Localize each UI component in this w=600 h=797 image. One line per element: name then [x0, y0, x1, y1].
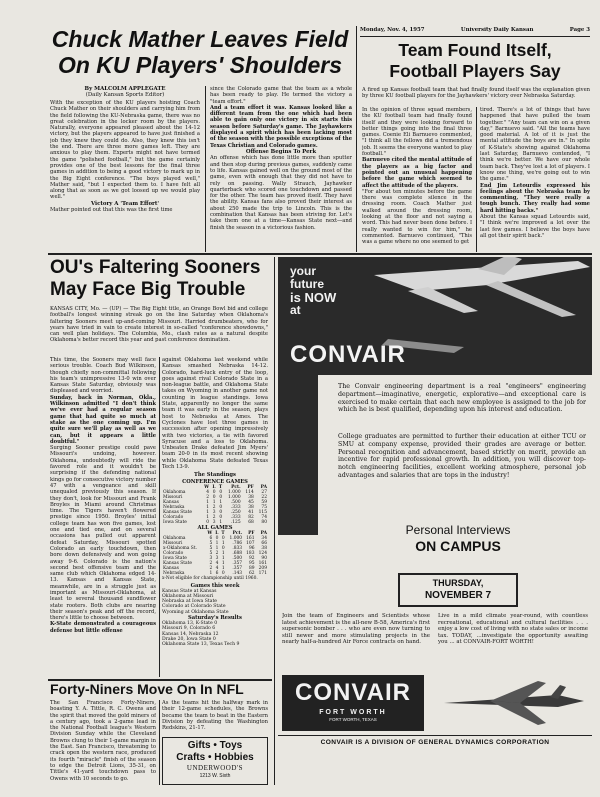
- table-cell: 1: [209, 571, 213, 577]
- table-header-cell: T: [218, 484, 223, 490]
- table-cell: 2: [209, 566, 213, 572]
- table-header-cell: T: [221, 531, 225, 537]
- table-cell: .500: [230, 499, 241, 505]
- convair-logo: CONVAIR FORT WORTH FORT WORTH, TEXAS: [282, 675, 424, 731]
- table-cell: 92: [248, 556, 255, 562]
- table-cell: 1: [221, 556, 225, 562]
- table-cell: 0: [206, 519, 210, 525]
- table-cell: 75: [261, 504, 267, 510]
- table-cell: 1: [206, 504, 210, 510]
- table-cell: 1.000: [228, 494, 241, 500]
- convair-body-1: The Convair engineering department is a real "engineers" engineering department—imaginative, energetic, explorative—and exceptional care is exercised to make certain that each new employee is assigned to the job for which he is best qualified, depending upon his interest and education.: [338, 383, 586, 414]
- table-cell: Iowa State: [163, 556, 187, 562]
- convair-col-a: Join the team of Engineers and Scientists whose latest achievement is the all-new B-58, America's first supersonic bomber . . . who are even now turning to still newer and more stimulating projects in the nearly half-a-hundred Air Force contracts on hand.: [282, 613, 430, 646]
- convair-ad: [278, 257, 592, 787]
- list-item: Oklahoma at Missouri: [162, 594, 214, 600]
- table-cell: 1: [212, 499, 216, 505]
- table-cell: 34: [261, 536, 267, 542]
- all-games-title: ALL GAMES: [197, 524, 233, 531]
- list-item: Oklahoma State 13, Texas Tech 9: [162, 641, 240, 647]
- table-cell: 107: [246, 541, 255, 547]
- table-cell: 27: [261, 489, 267, 495]
- table-cell: Colorado: [163, 514, 184, 520]
- list-item: Oklahoma 13, K-State 0: [162, 621, 218, 627]
- table-cell: 209: [258, 566, 267, 572]
- headline-line-2: On KU Players' Shoulders: [57, 52, 343, 78]
- table-cell: 1: [215, 541, 219, 547]
- table-cell: 62: [248, 571, 255, 577]
- convair-brand-large: CONVAIR: [290, 341, 406, 368]
- table-cell: 38: [261, 546, 267, 552]
- table-cell: .143: [232, 571, 243, 577]
- convair-col-b: Live in a mild climate year-round, with countless recreational, educational and cultural facilities . . . enjoy a low cost of living with no state sales or income tax. TODAY, ...investigate the opportunity awaiting you ... at CONVAIR-FORT WORTH!: [438, 613, 588, 646]
- list-item: Kansas 14, Nebraska 12: [162, 631, 219, 637]
- saturday-title: Saturday's Results: [188, 614, 242, 621]
- table-cell: 3: [209, 556, 213, 562]
- table-cell: 183: [246, 551, 255, 557]
- table-cell: .500: [232, 556, 243, 562]
- table-cell: 0: [219, 504, 223, 510]
- subhead-offense: Offense Begins To Perk: [245, 148, 317, 155]
- table-cell: 2: [209, 561, 213, 567]
- list-item: Missouri 9, Colorado 6: [162, 626, 216, 632]
- table-cell: 0: [219, 494, 223, 500]
- list-item: Drake 20, Iowa State 0: [162, 636, 216, 642]
- table-cell: 96: [248, 546, 255, 552]
- story-ou-col1: This time, the Sooners may well face serious trouble. Coach Bud Wilkinson, though chiefly non-committal following his team's unimpressive 13-0 win over Kansas State Saturday, obviously was displeased and worried. Sunday, back in Norman, Okla., Wilkinson admitted "I don't think we've ever had a regular season game that had quite so much at stake as the one coming up. I'm quite sure we'll play as well as we can, but it appears a little doubtful." Surging Sooner prestige could pave Missouri's undoing, however. Oklahoma, undoubtedly will ride the favored role and it wouldn't be surprising if the defending national kings go for consecutive victory number 47 with a vengeance and skill unequaled previously this season. If they don't, look for Missouri and Frank Broyles in Miami around Christmas time. The Tigers haven't flowered prestige since 1950. Broyles' initial college team has won five games, lost one and tied one, and on several occasions has pulled out apparent defeat Saturday, Missouri spotted Colorado an early touchdown, then bore down defensively and won going away 9-6. Colorado is the nation's second best offensive team and the same club which Oklahoma edged 14-13. Kansas and Kansas State, meanwhile, are in a struggle just as important as Missouri-Oklahoma, at least to several thousand sundflower state rooters. Both clubs are nearing their season's peak and off the record, there's little to choose between. K-State demonstrated a courageous defense but little offense: [50, 357, 156, 634]
- table-cell: Kansas: [163, 566, 179, 572]
- story-mather-headline: [50, 26, 350, 86]
- list-item: Kansas State at Kansas: [162, 588, 217, 594]
- conference-table: [162, 485, 268, 525]
- table-cell: 45: [248, 499, 254, 505]
- table-cell: .125: [230, 519, 241, 525]
- table-cell: 1: [219, 519, 223, 525]
- convair-footer: CONVAIR IS A DIVISION OF GENERAL DYNAMICS CORPORATION: [320, 739, 550, 746]
- standings-title: The Standings: [194, 472, 236, 479]
- table-cell: Kansas State: [163, 509, 192, 515]
- story-team-col1: In the opinion of three squad members, the KU football team had finally found itself and they were looking forward to better things going into the final three games. Coenie Eli Barnuevo commented, "I think all the fellows did a tremendous job. It seems the everyone wanted to play football." Barnuevo cited the mental attitude of the players as a big factor and pointed out an unusual happening before the game which seemed to affect the attitude of the players. "For about ten minutes before the game there was complete silence in the dressing room. Coach Mather just walked around the dressing room, looking at the floor and not saying a word. This had never been done before. I really wanted to win for him," he commented. Barnuevo continued, "This was a game where no one seemed to get: [362, 107, 472, 246]
- table-cell: 0: [219, 514, 223, 520]
- table-cell: 1: [206, 514, 210, 520]
- table-header-cell: Pct.: [232, 531, 243, 537]
- table-cell: 59: [261, 499, 267, 505]
- table-cell: 89: [248, 566, 255, 572]
- table-cell: 80: [261, 519, 267, 525]
- list-item: Colorado at Colorado State: [162, 604, 226, 610]
- headline-line-1: Chuck Mather Leaves Field: [51, 26, 349, 52]
- table-cell: 90: [261, 556, 267, 562]
- table-cell: 2: [206, 494, 210, 500]
- table-header-cell: W: [204, 484, 210, 490]
- convair-left-strip: [278, 375, 318, 535]
- table-cell: 4: [215, 561, 219, 567]
- story-mather-col2: since the Colorado game that the team as a whole has been ready to play. He termed the victory a "team effort." And a team effort it was. Kansas looked like a different team from the one which had been able to gain only one victory in six starts this season before Saturday's game. The Jayhawkers displayed a spirit which has been lacking most of the season with the possible exceptions of the Texas Christian and Colorado games. Offense Begins To Perk An offense which has done little more than sputter and then stop during previous games, suddenly came to life. Kansas gained well on the ground most of the game, even with enough that they did not have to rely on passing. Wally Strauch, Jayhawker quarterback who scored one touchdown and passed for the other. The team has proved itself. They have the ability. Kansas fans also proved their interest as about 250 made the trip to Lincoln. This is the combination that Kansas has been striving for. Let's take them one at a time—Kansas State next—and finish the season in a victorious fashion.: [210, 86, 352, 231]
- table-cell: Oklahoma: [163, 536, 186, 542]
- table-cell: 2: [212, 514, 216, 520]
- table-cell: 2: [212, 504, 216, 510]
- convair-body-2: College graduates are permitted to further their education at either TCU or SMU at company expense, provided their grades are average or better. Personal recognition and advancement, based strictly on merit, provide an incentive for rapid professional growth. In addition, you will discover top-notch engineering facilities, excellent working atmosphere, personal job advantages and salaries that are tops in the industry!: [338, 433, 586, 479]
- table-cell: 1.000: [228, 489, 241, 495]
- table-cell: 38: [248, 504, 254, 510]
- story-niners-headline: Forty-Niners Move On In NFL: [50, 681, 244, 697]
- table-cell: Nebraska: [163, 504, 185, 510]
- byline: By MALCOLM APPLEGATE (Daily Kansan Sports Editor): [84, 86, 166, 99]
- table-cell: .333: [230, 514, 241, 520]
- table-cell: x-Oklahoma St.: [163, 546, 197, 552]
- table-header-cell: L: [212, 484, 216, 490]
- table-cell: 1: [221, 541, 225, 547]
- convair-tagline: your future is NOW at: [290, 265, 337, 317]
- table-cell: 6: [215, 571, 219, 577]
- list-item: Wyoming at Oklahoma State: [162, 609, 229, 615]
- story-ou-lead: KANSAS CITY, Mo. — (UP) — The Big Eight title, an Orange Bowl bid and college football's longest winning streak go on the line Saturday when Oklahoma's faltering Sooners meet up-and-coming Missouri. Harried drumbeaters, who for years have tried in vain to create interest in so-called "conference showdowns," can well plan holidays. The Columbia, Mo., clash rates as a natural despite Oklahoma's better record this year and past conference domination.: [50, 306, 268, 344]
- table-cell: .786: [232, 541, 243, 547]
- table-cell: 95: [248, 561, 255, 567]
- table-cell: .833: [232, 546, 243, 552]
- table-cell: Missouri: [163, 494, 183, 500]
- table-header-cell: PA: [260, 531, 267, 537]
- table-cell: 0: [215, 536, 219, 542]
- table-cell: 0: [221, 571, 225, 577]
- table-header-cell: PF: [248, 531, 255, 537]
- table-cell: 0: [221, 536, 225, 542]
- table-cell: 1: [206, 499, 210, 505]
- table-cell: Missouri: [163, 541, 183, 547]
- table-cell: 5: [209, 551, 213, 557]
- table-cell: 124: [258, 551, 267, 557]
- footnote: x-Not eligible for championship until 1960.: [162, 576, 258, 582]
- table-cell: .357: [232, 561, 243, 567]
- table-cell: 22: [261, 494, 267, 500]
- table-cell: 161: [246, 536, 255, 542]
- table-cell: Kansas: [163, 499, 179, 505]
- table-cell: .250: [230, 509, 241, 515]
- table-cell: 1.000: [229, 536, 243, 542]
- table-cell: 0: [212, 494, 216, 500]
- table-cell: 1: [221, 551, 225, 557]
- interviews-heading: Personal Interviews ON CAMPUS: [405, 523, 511, 554]
- table-cell: 74: [261, 514, 267, 520]
- table-cell: 4: [215, 566, 219, 572]
- subhead-team-effort: Victory A 'Team Effort': [90, 200, 160, 207]
- table-cell: 4: [206, 489, 210, 495]
- table-cell: 115: [258, 509, 267, 515]
- saturday-list: [162, 621, 268, 647]
- header-paper: University Daily Kansan: [460, 27, 534, 33]
- interview-date-box: THURSDAY, NOVEMBER 7: [398, 573, 518, 607]
- table-cell: 1: [221, 561, 225, 567]
- table-cell: 5: [209, 541, 213, 547]
- table-cell: 66: [261, 541, 267, 547]
- list-item: Nebraska at Iowa State: [162, 599, 218, 605]
- bomber-illustration: [438, 675, 588, 731]
- table-cell: Colorado: [163, 551, 184, 557]
- table-cell: 82: [248, 514, 254, 520]
- table-cell: Nebraska: [163, 571, 185, 577]
- table-cell: .357: [232, 566, 243, 572]
- table-header-cell: Pct.: [231, 484, 241, 490]
- table-cell: 161: [258, 561, 267, 567]
- table-cell: 3: [212, 509, 216, 515]
- table-cell: 0: [221, 546, 225, 552]
- table-cell: 1: [215, 546, 219, 552]
- story-team-headline: Team Found Itself, Football Players Say: [389, 40, 561, 81]
- story-ou-headline: OU's Faltering Sooners May Face Big Trouble: [50, 257, 261, 300]
- table-cell: 114: [245, 489, 254, 495]
- table-cell: 171: [258, 571, 267, 577]
- story-team-col2: tired. There's a lot of things that have happened that have pulled the team together." "Any team can win on a given day," Barnuevo said. "All the teams have good material. A lot of it is just the mental attitude the boys are in." In spite of K-State's showing against Oklahoma last Saturday, Barnuevo contended, "I think we're better. We have our whole team back. They've lost a lot of players. I know one thing, we're going out to win the game." End Jim Letourdis expressed his feelings about the Nebraska team by commenting, "They were really a tough bunch. They really had some hard hitting backs." About the Kansas squad Letourdis said, "I think we're improved a lot over the last few games. I believe the boys have all got their spirit back.": [480, 107, 590, 239]
- header-date: Monday, Nov. 4, 1957: [360, 27, 425, 33]
- table-cell: 6: [209, 536, 213, 542]
- story-niners-col2: As the teams hit the halfway mark in their 12-game schedules, the Browns became the team to beat in the Eastern Division by defeating the Washington Redskins, 21-17.: [162, 700, 268, 732]
- week-title: Games this week: [190, 582, 240, 589]
- table-cell: Kansas State: [163, 561, 192, 567]
- table-cell: 3: [215, 556, 219, 562]
- conference-title: CONFERENCE GAMES: [182, 478, 248, 485]
- table-header-cell: L: [215, 531, 219, 537]
- table-cell: 1: [206, 509, 210, 515]
- table-cell: 38: [248, 494, 254, 500]
- table-cell: 0: [219, 489, 223, 495]
- convair-sky: [278, 257, 592, 375]
- header-page: Page 3: [569, 27, 590, 33]
- table-header-cell: PF: [247, 484, 254, 490]
- table-cell: 2: [215, 551, 219, 557]
- story-team-lead: A fired up Kansas football team that had finally found itself was the explanation given by three KU football players for the Jayhawkers' victory over Nebraska Saturday.: [362, 87, 590, 100]
- table-cell: .688: [232, 551, 243, 557]
- table-cell: Oklahoma: [163, 489, 186, 495]
- table-cell: 0: [212, 489, 216, 495]
- table-cell: 3: [212, 519, 216, 525]
- table-cell: 1: [219, 499, 223, 505]
- table-cell: 0: [219, 509, 223, 515]
- table-header-cell: W: [207, 531, 213, 537]
- table-cell: .333: [230, 504, 241, 510]
- story-niners-col1: The San Francisco Forty-Niners, boasting Y. A. Tittle, R. C. Owens and the spirit that moved the gold miners of a century ago, took a 2-game lead in the National Football league's Western Division Sunday while the Cleveland Browns clung to their 1-game margin in the East. San Francisco, threatening to crack open the western race, produced its fourth "miracle" finish of the season to edge the Detroit Lions, 35-31, on Tittle's 41-yard touchdown pass to Owens with 10 seconds to go.: [50, 700, 156, 782]
- table-header-cell: PA: [260, 484, 267, 490]
- all-games-table: [162, 531, 268, 576]
- gifts-ad: Gifts • Toys Crafts • Hobbies UNDERWOOD'S 1213 W. Sixth: [162, 737, 268, 785]
- week-list: [162, 589, 268, 615]
- table-cell: 41: [248, 509, 254, 515]
- table-cell: 68: [248, 519, 254, 525]
- story-ou-col2: against Oklahoma last weekend while Kansas smashed Nebraska 14-12. Colorado, hard-luck entry of the loop, goes against rival Colorado State in a non-league battle, and Oklahoma State takes on Wyoming in another game not counting in league standings. Iowa State, apparently no longer the same team it was early in the season, plays host to Nebraska at Ames. The Cyclones have lost three games in succession after opening impressively with two victories, a tie with favored Syracuse and a loss to Oklahoma. Unbeaten Drake defeated Jim Myers' team 20-0 in its most recent showing while Oklahoma State defeated Texas Tech 13-9. The Standings CONFERENCE GAMES W L T Pct. PF PA Oklahoma 4 0 0 1.000 114 27 Missouri 2 0 0 1.000 38 22 Kansas 1 1 1 .500 45 59 Nebraska 1 2 0 .333 38 75 Kansas State 1 3 0 .250 41 115 Colorado 1 2 0 .333 82 74 Iowa State 0 3 1 .125 68 80 ALL GAMES W L T Pct. PF PA Oklahoma 6 0 0 1.000 161 34 Missouri 5 1 1 .786 107 66 x-Oklahoma St. 5 1 0 .833 96 38 Colorado 5 2 1 .688 183 124 Iowa State 3 3 1 .500 92 90 Kansas State 2 4 1 .357 95 161 Kansas 2 4 1 .357 89 209 Nebraska 1 6 0 .143 62 171 x-Not eligible for championship until 1960. Games this week Kansas State at Kansas Oklahoma at Missouri Nebraska at Iowa State Colorado at Colorado State Wyoming at Oklahoma State Saturday's Results Oklahoma 13, K-State 0 Missouri 9, Colorado 6 Kansas 14, Nebraska 12 Drake 20, Iowa State 0 Oklahoma State 13, Texas Tech 9: [162, 357, 268, 647]
- table-cell: 1: [221, 566, 225, 572]
- story-mather-col1: With the exception of the KU players hoisting Coach Chuck Mather on their shoulders and carrying him from the field following the KU-Nebraska game, there was no great celebration in the locker room by the players. Naturally, everyone appeared pleased about the 14-12 victory, but the players appeared to have just finished a job they knew they could do. Also, they knew this isn't the end. There are three more games left. They are anxious to play them. Experts might not have termed the game "polished football," but the game certainly provides one of the best lessons for the final three games in addition to being a good victory to mark up in the Big Eight conference. "The boys played well," Mather said, "but I expected them to. I have felt all along that as soon as we got loosed up we would play well." Victory A 'Team Effort' Mather pointed out that this was the first time: [50, 100, 200, 214]
- table-cell: 5: [209, 546, 213, 552]
- table-cell: Iowa State: [163, 519, 187, 525]
